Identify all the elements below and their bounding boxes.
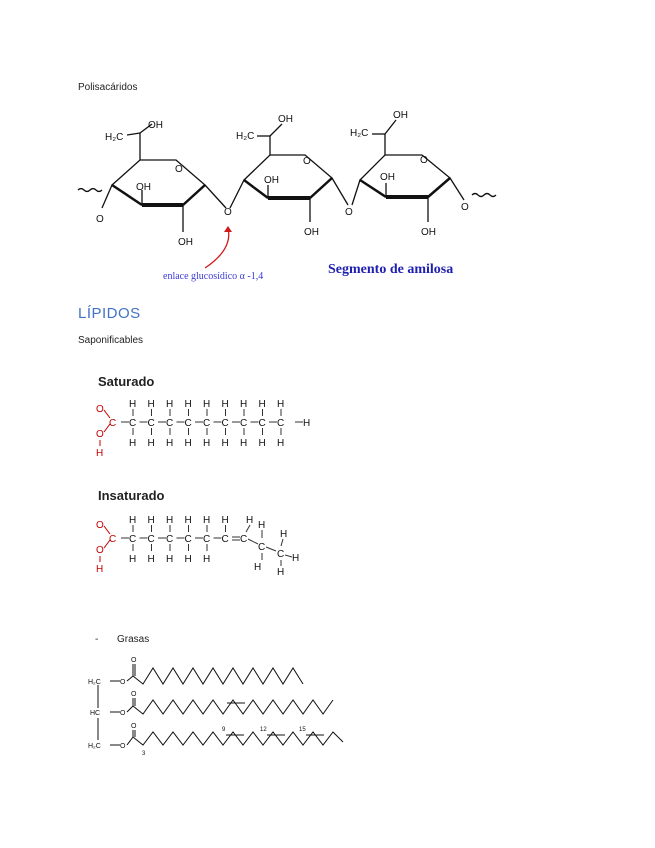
carbon-label: C xyxy=(129,534,137,545)
hydrogen-label: H xyxy=(147,438,155,449)
carbon-number-label: 12 xyxy=(260,727,267,733)
hydrogen-label: H xyxy=(277,438,285,449)
subsection-label-saponifiable: Saponificables xyxy=(78,335,144,346)
glycosidic-bond-label: enlace glucosídico α -1,4 xyxy=(163,271,264,282)
hydrogen-label: H xyxy=(166,438,174,449)
carbon-label: C xyxy=(109,534,117,545)
hydrogen-label: H xyxy=(221,515,229,526)
carbon-label: C xyxy=(203,534,211,545)
carbon-label: C xyxy=(258,418,266,429)
carbon-label: C xyxy=(240,418,248,429)
carbon-label: C xyxy=(147,534,155,545)
atom-label: OH xyxy=(393,110,408,121)
hydrogen-label: H xyxy=(246,515,254,526)
atom-label: H₂C xyxy=(105,132,124,143)
hydrogen-label: H xyxy=(184,438,192,449)
atom-label: OH xyxy=(148,120,163,131)
hydrogen-label: H xyxy=(203,438,211,449)
glycosidic-oxygen-label: O xyxy=(345,207,353,218)
hydrogen-label: H xyxy=(203,554,211,565)
hydrogen-label: H xyxy=(292,553,300,564)
atom-label: OH xyxy=(304,227,319,238)
hydrogen-label: H xyxy=(96,564,104,575)
hydrogen-label: H xyxy=(258,399,266,410)
oxygen-label: O xyxy=(96,429,104,440)
section-label-polysaccharides: Polisacáridos xyxy=(78,82,138,93)
hydrogen-label: H xyxy=(277,567,285,578)
hydrogen-label: H xyxy=(184,399,192,410)
atom-label: O xyxy=(131,657,137,664)
hydrogen-label: H xyxy=(303,418,311,429)
atom-label: OH xyxy=(278,114,293,125)
carbon-label: C xyxy=(258,542,266,553)
hydrogen-label: H xyxy=(254,562,262,573)
hydrogen-label: H xyxy=(96,448,104,459)
oxygen-label: O xyxy=(96,404,104,415)
hydrogen-label: H xyxy=(277,399,285,410)
atom-label: O xyxy=(461,202,469,213)
oxygen-label: O xyxy=(96,545,104,556)
atom-label: HC xyxy=(90,710,101,717)
atom-label: OH xyxy=(136,182,151,193)
carbon-label: C xyxy=(221,534,229,545)
atom-label: OH xyxy=(178,237,193,248)
hydrogen-label: H xyxy=(147,554,155,565)
hydrogen-label: H xyxy=(129,438,137,449)
carbon-label: C xyxy=(203,418,211,429)
carbon-label: C xyxy=(184,418,192,429)
amylose-segment-title: Segmento de amilosa xyxy=(328,262,454,277)
oxygen-label: O xyxy=(96,520,104,531)
list-item-fats-label: Grasas xyxy=(117,634,150,645)
atom-label: H₂C xyxy=(350,128,369,139)
hydrogen-label: H xyxy=(258,438,266,449)
hydrogen-label: H xyxy=(129,399,137,410)
carbon-label: C xyxy=(184,534,192,545)
carbon-label: C xyxy=(147,418,155,429)
atom-label: OH xyxy=(264,175,279,186)
hydrogen-label: H xyxy=(166,399,174,410)
hydrogen-label: H xyxy=(240,438,248,449)
atom-label: O xyxy=(131,723,137,730)
hydrogen-label: H xyxy=(166,515,174,526)
hydrogen-label: H xyxy=(280,529,288,540)
atom-label: O xyxy=(120,710,126,717)
atom-label: O xyxy=(96,214,104,225)
section-heading-lipids: LÍPIDOS xyxy=(78,305,141,322)
hydrogen-label: H xyxy=(147,399,155,410)
carbon-label: C xyxy=(109,418,117,429)
carbon-label: C xyxy=(166,534,174,545)
carbon-label: C xyxy=(240,534,248,545)
unsaturated-title: Insaturado xyxy=(98,488,165,503)
carbon-label: C xyxy=(129,418,137,429)
carbon-number-label: 15 xyxy=(299,727,306,733)
ring-oxygen-label: O xyxy=(303,156,311,167)
hydrogen-label: H xyxy=(129,554,137,565)
hydrogen-label: H xyxy=(258,520,266,531)
hydrogen-label: H xyxy=(203,399,211,410)
hydrogen-label: H xyxy=(221,399,229,410)
atom-label: OH xyxy=(380,172,395,183)
bullet-marker: - xyxy=(95,634,99,645)
hydrogen-label: H xyxy=(184,554,192,565)
hydrogen-label: H xyxy=(129,515,137,526)
saturated-title: Saturado xyxy=(98,374,155,389)
ring-oxygen-label: O xyxy=(420,155,428,166)
atom-label: H₂C xyxy=(88,679,101,686)
carbon-number-label: 3 xyxy=(142,751,146,757)
carbon-number-label: 9 xyxy=(222,727,226,733)
atom-label: O xyxy=(120,679,126,686)
atom-label: H₂C xyxy=(236,131,255,142)
hydrogen-label: H xyxy=(147,515,155,526)
atom-label: O xyxy=(131,691,137,698)
carbon-label: C xyxy=(277,418,285,429)
hydrogen-label: H xyxy=(240,399,248,410)
ring-oxygen-label: O xyxy=(175,164,183,175)
carbon-label: C xyxy=(166,418,174,429)
hydrogen-label: H xyxy=(184,515,192,526)
hydrogen-label: H xyxy=(221,438,229,449)
carbon-label: C xyxy=(221,418,229,429)
hydrogen-label: H xyxy=(203,515,211,526)
atom-label: H₂C xyxy=(88,743,101,750)
atom-label: O xyxy=(120,743,126,750)
hydrogen-label: H xyxy=(166,554,174,565)
atom-label: OH xyxy=(421,227,436,238)
carbon-label: C xyxy=(277,549,285,560)
glycosidic-oxygen-label: O xyxy=(224,207,232,218)
